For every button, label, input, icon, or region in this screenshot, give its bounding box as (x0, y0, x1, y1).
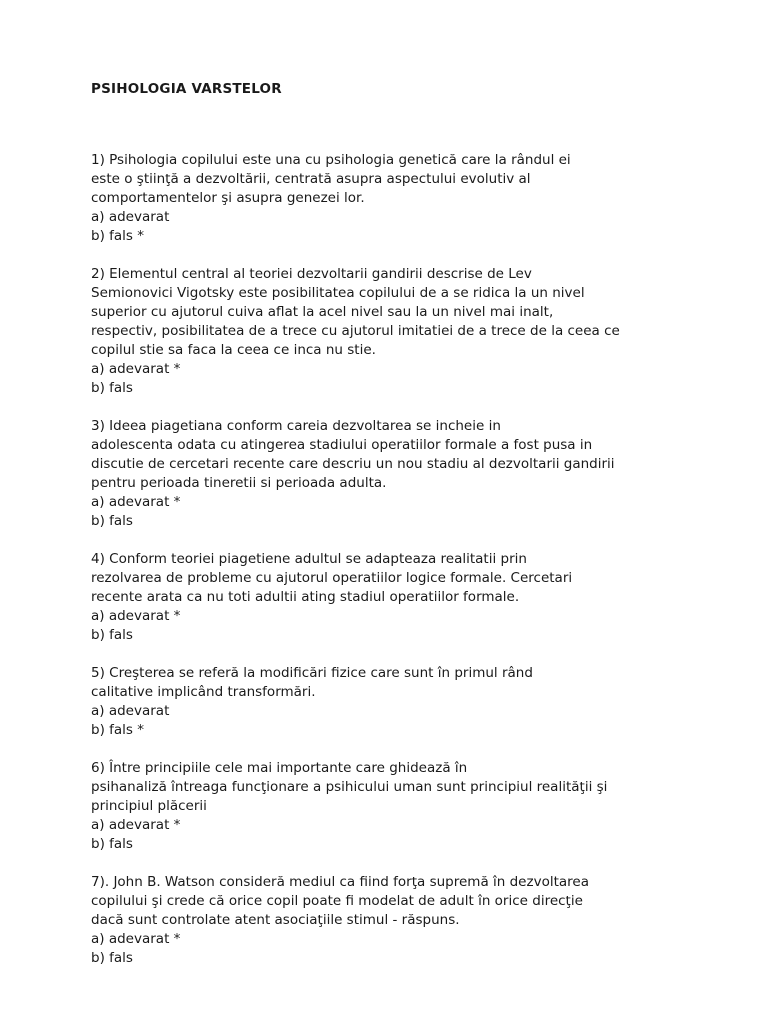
answer-option-a: a) adevarat * (91, 817, 181, 833)
question-text-line: copilul stie sa faca la ceea ce inca nu stie. (91, 342, 376, 358)
answer-option-a: a) adevarat * (91, 494, 181, 510)
question-text-line: superior cu ajutorul cuiva aflat la acel nivel sau la un nivel mai inalt, (91, 304, 554, 320)
question-7 (91, 873, 691, 968)
document-title: PSIHOLOGIA VARSTELOR (91, 81, 282, 97)
question-text-line: 6) Între principiile cele mai importante care ghidează în (91, 760, 468, 776)
question-text-line: pentru perioada tineretii si perioada adulta. (91, 475, 387, 491)
answer-option-b: b) fals * (91, 228, 144, 244)
question-5 (91, 664, 691, 740)
answer-option-b: b) fals (91, 950, 133, 966)
question-text-line: principiul plăcerii (91, 798, 207, 814)
answer-option-b: b) fals * (91, 722, 144, 738)
answer-option-b: b) fals (91, 836, 133, 852)
answer-option-a: a) adevarat (91, 703, 170, 719)
question-text-line: Semionovici Vigotsky este posibilitatea copilului de a se ridica la un nivel (91, 285, 585, 301)
question-text-line: comportamentelor şi asupra genezei lor. (91, 190, 365, 206)
question-text-line: copilului şi crede că orice copil poate fi modelat de adult în orice direcţie (91, 893, 583, 909)
question-text-line: 1) Psihologia copilului este una cu psihologia genetică care la rândul ei (91, 152, 571, 168)
answer-option-b: b) fals (91, 513, 133, 529)
question-text-line: respectiv, posibilitatea de a trece cu ajutorul imitatiei de a trece de la ceea ce (91, 323, 620, 339)
question-4 (91, 550, 691, 645)
question-text-line: discutie de cercetari recente care descriu un nou stadiu al dezvoltarii gandirii (91, 456, 615, 472)
question-text-line: 7). John B. Watson consideră mediul ca fiind forţa supremă în dezvoltarea (91, 874, 589, 890)
question-text-line: 2) Elementul central al teoriei dezvoltarii gandirii descrise de Lev (91, 266, 532, 282)
question-text-line: adolescenta odata cu atingerea stadiului operatiilor formale a fost pusa in (91, 437, 593, 453)
question-text-line: este o ştiinţă a dezvoltării, centrată asupra aspectului evolutiv al (91, 171, 531, 187)
answer-option-b: b) fals (91, 380, 133, 396)
question-6 (91, 759, 691, 854)
answer-option-b: b) fals (91, 627, 133, 643)
answer-option-a: a) adevarat * (91, 608, 181, 624)
answer-option-a: a) adevarat * (91, 931, 181, 947)
question-text-line: dacă sunt controlate atent asociaţiile stimul - răspuns. (91, 912, 460, 928)
question-text-line: 4) Conform teoriei piagetiene adultul se adapteaza realitatii prin (91, 551, 527, 567)
question-text-line: rezolvarea de probleme cu ajutorul operatiilor logice formale. Cercetari (91, 570, 573, 586)
question-text-line: 5) Creşterea se referă la modificări fizice care sunt în primul rând (91, 665, 533, 681)
answer-option-a: a) adevarat * (91, 361, 181, 377)
document-page (91, 80, 691, 987)
answer-option-a: a) adevarat (91, 209, 170, 225)
question-text-line: 3) Ideea piagetiana conform careia dezvoltarea se incheie in (91, 418, 501, 434)
question-3 (91, 417, 691, 531)
question-text-line: calitative implicând transformări. (91, 684, 316, 700)
question-2 (91, 265, 691, 398)
question-text-line: recente arata ca nu toti adultii ating stadiul operatiilor formale. (91, 589, 520, 605)
question-1 (91, 151, 691, 246)
question-text-line: psihanaliză întreaga funcţionare a psihicului uman sunt principiul realităţii şi (91, 779, 608, 795)
